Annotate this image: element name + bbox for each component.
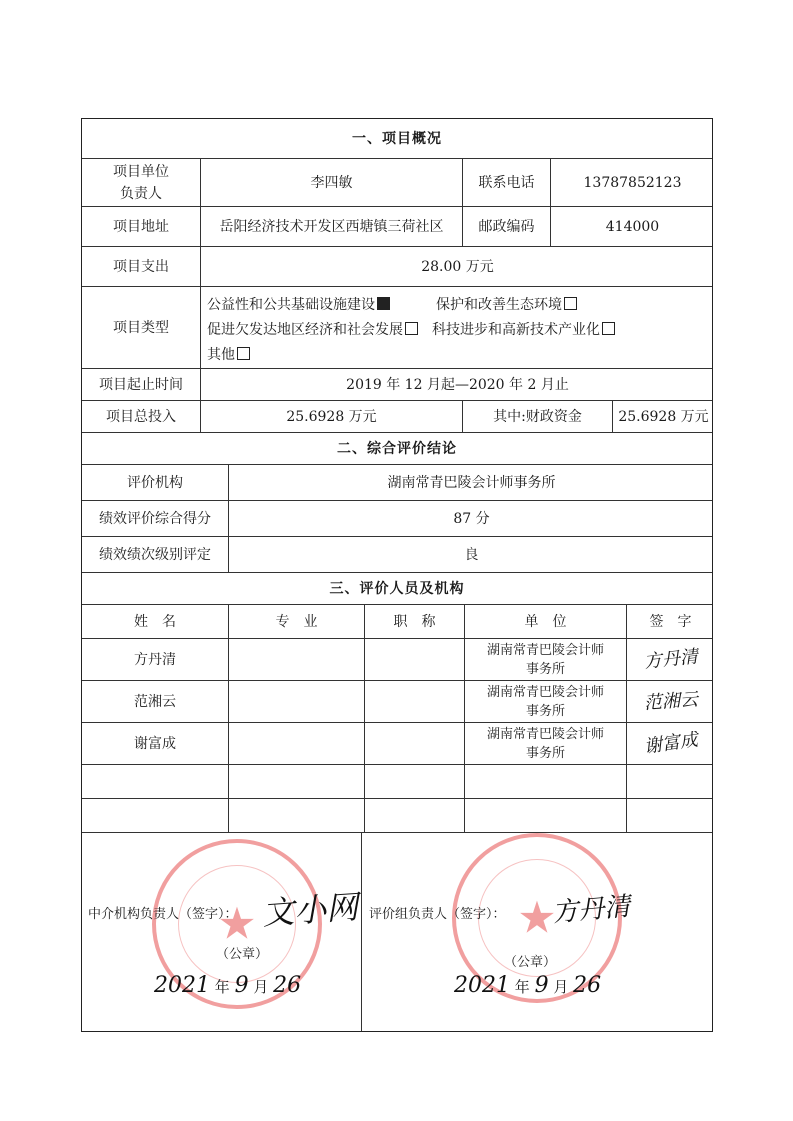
staff-title (364, 639, 464, 680)
agency-date (154, 973, 301, 998)
staff-major (228, 765, 364, 798)
checkbox-empty-icon (602, 322, 615, 335)
staff-major (228, 681, 364, 722)
staff-title (364, 681, 464, 722)
agency-date-year-unit: 年 (214, 978, 230, 996)
team-date-month: 9 (534, 973, 549, 998)
staff-major (228, 723, 364, 764)
postcode-label: 邮政编码 (462, 207, 550, 246)
project-type-options (200, 287, 714, 368)
phone-label: 联系电话 (462, 159, 550, 206)
staff-unit (464, 799, 626, 832)
agency-seal-label: （公章） (216, 947, 269, 962)
staff-unit: 湖南常青巴陵会计师 事务所 (464, 681, 626, 722)
handwritten-signature: 范湘云 (642, 688, 699, 714)
official-seal-left: ★ (152, 839, 322, 1009)
table-row (82, 639, 712, 681)
staff-header-name: 姓 名 (134, 613, 176, 630)
table-row (82, 723, 712, 765)
staff-title (364, 799, 464, 832)
agency-date-month: 9 (234, 973, 249, 998)
staff-signature (626, 681, 714, 722)
section-staff-row (82, 573, 712, 605)
team-date-month-unit: 月 (553, 978, 569, 996)
staff-signature (626, 765, 714, 798)
team-head-signature: 方丹清 (551, 891, 632, 929)
staff-header-title: 职 称 (364, 605, 464, 638)
checkbox-empty-icon (237, 347, 250, 360)
grade-label: 绩效绩次级别评定 (99, 546, 211, 563)
agency-date-month-unit: 月 (253, 978, 269, 996)
address-value: 岳阳经济技术开发区西塘镇三荷社区 (200, 207, 462, 246)
signature-divider (361, 833, 362, 1031)
staff-header-sign: 签 字 (626, 605, 714, 638)
staff-unit: 湖南常青巴陵会计师 事务所 (464, 639, 626, 680)
team-date (454, 973, 601, 998)
staff-signature (626, 799, 714, 832)
staff-unit (464, 765, 626, 798)
fiscal-value: 25.6928 万元 (612, 401, 714, 432)
staff-signature (626, 723, 714, 764)
staff-name (82, 799, 228, 832)
unit-head-label: 项目单位 负责人 (113, 163, 169, 202)
table-row (82, 799, 712, 833)
address-row (82, 207, 712, 247)
team-date-year: 2021 (454, 973, 510, 998)
period-value: 2019 年 12 月起—2020 年 2 月止 (200, 369, 714, 400)
phone-value: 13787852123 (550, 159, 714, 206)
staff-name: 方丹清 (134, 651, 176, 668)
agency-date-day: 26 (273, 973, 302, 998)
fiscal-label: 其中:财政资金 (462, 401, 612, 432)
expense-value: 28.00 万元 (200, 247, 714, 286)
team-seal-label: （公章） (504, 955, 557, 970)
staff-name: 谢富成 (134, 735, 176, 752)
staff-major (228, 799, 364, 832)
unit-head-row (82, 159, 712, 207)
investment-row (82, 401, 712, 433)
type-option-other: 其他 (207, 347, 235, 363)
project-type-label: 项目类型 (113, 319, 169, 336)
project-type-row (82, 287, 712, 369)
staff-major (228, 639, 364, 680)
signature-area (82, 833, 712, 1031)
staff-signature (626, 639, 714, 680)
grade-row (82, 537, 712, 573)
type-option-tech: 科技进步和高新技术产业化 (432, 322, 600, 338)
table-row (82, 681, 712, 723)
address-label: 项目地址 (113, 218, 169, 235)
expense-row (82, 247, 712, 287)
staff-header-major: 专 业 (228, 605, 364, 638)
staff-name: 范湘云 (134, 693, 176, 710)
section-conclusion-title: 二、综合评价结论 (337, 440, 457, 457)
grade-value: 良 (228, 537, 714, 572)
team-date-year-unit: 年 (514, 978, 530, 996)
section-staff-title: 三、评价人员及机构 (329, 580, 465, 597)
evaluation-form (81, 118, 713, 1032)
table-row (82, 765, 712, 799)
handwritten-signature: 方丹清 (642, 645, 699, 673)
checkbox-empty-icon (564, 297, 577, 310)
staff-name (82, 765, 228, 798)
section-overview-row (82, 119, 712, 159)
agency-value: 湖南常青巴陵会计师事务所 (228, 465, 714, 500)
team-head-label: 评价组负责人（签字）： (369, 907, 506, 922)
staff-title (364, 723, 464, 764)
staff-header-row (82, 605, 712, 639)
checkbox-empty-icon (405, 322, 418, 335)
agency-head-label: 中介机构负责人（签字）： (88, 907, 238, 922)
score-row (82, 501, 712, 537)
investment-value: 25.6928 万元 (200, 401, 462, 432)
agency-date-year: 2021 (154, 973, 210, 998)
official-seal-right: ★ (452, 833, 622, 1003)
section-overview-title: 一、项目概况 (352, 130, 442, 147)
team-date-day: 26 (573, 973, 602, 998)
period-row (82, 369, 712, 401)
agency-label: 评价机构 (127, 474, 183, 491)
agency-row (82, 465, 712, 501)
agency-head-signature: 文小网 (260, 887, 360, 933)
postcode-value: 414000 (550, 207, 714, 246)
staff-header-unit: 单 位 (464, 605, 626, 638)
section-conclusion-row (82, 433, 712, 465)
handwritten-signature: 谢富成 (642, 728, 699, 758)
unit-head-value: 李四敏 (200, 159, 462, 206)
staff-unit: 湖南常青巴陵会计师 事务所 (464, 723, 626, 764)
investment-label: 项目总投入 (106, 408, 176, 425)
expense-label: 项目支出 (113, 258, 169, 275)
score-value: 87 分 (228, 501, 714, 536)
type-option-public: 公益性和公共基础设施建设 (207, 297, 375, 313)
checkbox-checked-icon (377, 297, 390, 310)
type-option-development: 促进欠发达地区经济和社会发展 (207, 322, 403, 338)
score-label: 绩效评价综合得分 (99, 510, 211, 527)
staff-title (364, 765, 464, 798)
period-label: 项目起止时间 (99, 376, 183, 393)
type-option-ecology: 保护和改善生态环境 (436, 297, 562, 313)
